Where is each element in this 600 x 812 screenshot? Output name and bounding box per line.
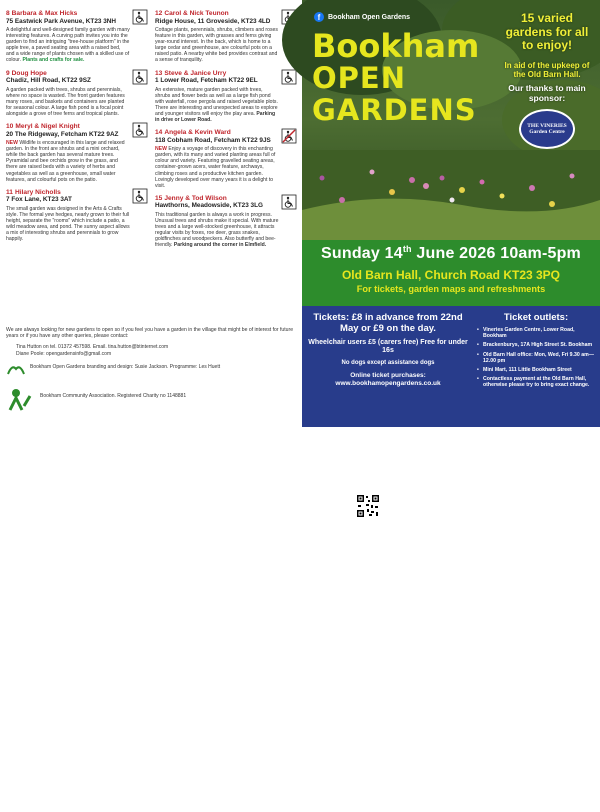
open-gardens-logo-icon xyxy=(6,362,26,376)
garden-15 xyxy=(155,195,297,249)
garden-address: 7 Fox Lane, KT23 3AT xyxy=(6,196,72,204)
garden-number: 11 xyxy=(6,188,13,196)
garden-description: Wildlife is encouraged in this large and relaxed garden. In the front are shrubs and a mini orchard, while the back garden has several mature trees. Pyramidal and bee orchids grow in the grass, and there are raised beds with a variety of herbs and vegetables as well as a greenhouse, small water features, and colourful pots on the patio. xyxy=(6,140,125,183)
supporters-text: Also supported by: DB Designs, Patrick Gardner & Co Estate Agents, Rohallion Security and Surex Surfacing Ltd. xyxy=(476,794,595,812)
promo-cause: In aid of the upkeep of the Old Barn Hall. xyxy=(504,60,590,80)
garden-note: Parking in drive or Lower Road. xyxy=(155,110,276,124)
event-venue: Old Barn Hall, Church Road KT23 3PQ xyxy=(341,268,561,282)
garden-14 xyxy=(155,129,297,189)
garden-address: Hawthorns, Meadowside, KT23 3LG xyxy=(155,202,263,210)
event-venue-note: For tickets, garden maps and refreshments xyxy=(356,284,546,294)
garden-number: 13 xyxy=(155,69,163,77)
garden-10 xyxy=(6,123,148,183)
charity-credit: Bookham Community Association. Registered Charity no 1148881 xyxy=(40,393,187,399)
facebook-link[interactable] xyxy=(314,12,410,22)
new-badge: NEW xyxy=(6,140,18,147)
outlet-item: • Old Barn Hall office: Mon, Wed, Fri 9.30 am—12.00 pm xyxy=(476,352,596,364)
garden-description: This traditional garden is always a work in progress. Unusual trees and shrubs make it special. With mature trees and a large well-stocked greenhouse, it attracts regular visits by foxes, roe deer, grass snakes, goldfinches and woodpeckers. Also butterfly and bee-friendly. xyxy=(155,211,279,249)
dogs-policy: No dogs except assistance dogs xyxy=(341,360,435,366)
contact-section xyxy=(6,327,298,357)
facebook-label: Bookham Open Gardens xyxy=(328,13,411,21)
cover-panel xyxy=(302,0,600,812)
title-line-1: Bookham xyxy=(312,27,480,65)
garden-12 xyxy=(155,10,297,64)
garden-address: Chadiz, Hill Road, KT22 9SZ xyxy=(6,77,91,85)
sponsor-logo-text: THE VINERIES Garden Centre xyxy=(527,122,567,135)
garden-address: 1 Lower Road, Fetcham KT22 9EL xyxy=(155,77,258,85)
garden-note: Parking around the corner in Elmfield. xyxy=(173,242,267,249)
wheelchair-icon xyxy=(133,10,147,24)
garden-owners: Barbara & Max Hicks xyxy=(11,10,78,17)
contact-email: Diane Poole: opengardensinfo@gmail.com xyxy=(16,350,112,357)
no-wheelchair-icon xyxy=(282,129,296,143)
garden-description: A garden packed with trees, shrubs and perennials, where no space is wasted. The front garden features many roses, and baskets and containers are planted for seasonal colour. A large fish pond is a focal point alongside a grove of tree ferns and tropical plants. xyxy=(6,86,125,117)
event-title xyxy=(312,27,480,127)
wheelchair-icon xyxy=(282,70,296,84)
outlets-list xyxy=(476,327,596,389)
design-credit: Bookham Open Gardens branding and design: Susie Jackson. Programme: Les Huett xyxy=(30,364,221,370)
garden-number: 15 xyxy=(155,194,163,202)
garden-description: Enjoy a voyage of discovery in this enchanting garden, with its many and varied planting areas full of colour and variety. Featuring gravelled seating areas, container-grown acers, water feature, archways, climbing roses and a productive kitchen garden. Lovingly developed over many years it is a delight to visit. xyxy=(155,146,276,189)
garden-description: An extensive, mature garden packed with trees, shrubs and flower beds as well as a large fish pond with waterfall, rose pergola and raised vegetable plots. There are interesting and unexpected areas to explore and younger visitors will enjoy the play area. xyxy=(155,86,278,117)
garden-description: Cottage plants, perennials, shrubs, climbers and roses feature in this garden, with grasses and ferns giving year-round interest. In the back, which is home to a large cedar and greenhouse, are colourful pots on a raised patio. A nearby white bed provides contrast and a sense of tranquility. xyxy=(155,27,278,64)
ticket-outlets xyxy=(476,312,596,392)
event-details-bar xyxy=(302,240,600,306)
ticket-price: Tickets: £8 in advance from 22nd May or £9 on the day. xyxy=(313,312,463,334)
garden-address: 118 Cobham Road, Fetcham KT22 9JS xyxy=(155,136,271,144)
wheelchair-icon xyxy=(133,123,147,137)
garden-owners: Jenny & Tod Wilson xyxy=(164,194,227,202)
outlets-heading: Ticket outlets: xyxy=(503,312,569,323)
outlet-item: • Contactless payment at the Old Barn Hall, otherwise please try to bring exact change. xyxy=(476,376,596,388)
garden-owners: Meryl & Nigel Knight xyxy=(15,123,80,131)
supporters-bar xyxy=(302,396,600,812)
qr-code-icon[interactable] xyxy=(354,492,382,520)
wheelchair-icon xyxy=(133,189,147,203)
facebook-icon: f xyxy=(314,12,324,22)
garden-number: 12 xyxy=(155,10,163,17)
tickets-section xyxy=(302,306,600,396)
garden-number: 8 xyxy=(6,10,10,17)
gardens-panel xyxy=(0,0,302,427)
garden-number: 9 xyxy=(6,69,10,77)
garden-description: A delightful and well-designed family garden with many interesting features. A curving path invites you into the garden to find an intriguing "tree-house platform" in the apple tree, a paved seating area with a raised bed, and a wide range of plants chosen with a skilled use of colour. xyxy=(6,27,130,64)
contact-list xyxy=(6,344,298,357)
garden-8 xyxy=(6,10,148,64)
contact-intro: We are always looking for new gardens to open so if you feel you have a garden in the village that might be of interest for future years or if you have any other queries, please contact: xyxy=(6,327,294,340)
garden-owners: Steve & Janice Urry xyxy=(164,69,227,77)
title-line-3: GARDENS xyxy=(312,93,477,127)
promo-sponsor-label: Our thanks to main sponsor: xyxy=(508,82,586,103)
outlet-item: • Brackenburys, 17A High Street St. Bookham xyxy=(476,342,596,348)
contact-phone-email: Tina Hutton on tel. 01372 457598. Email. tina.hutton@btinternet.com xyxy=(16,344,169,351)
garden-owners: Angela & Kevin Ward xyxy=(164,129,231,137)
promo-headline: 15 varied gardens for all to enjoy! xyxy=(505,11,589,52)
garden-description: The small garden was designed in the Arts & Crafts style. The formal yew hedges, nearly grown to their full height, separate the "rooms" which include a patio, a wild meadow area, and pond. The sunny aspect allows a mix of interesting shrubs and perennials to grow happily. xyxy=(6,205,130,243)
online-tickets-link[interactable]: Online ticket purchases: www.bookhamopengardens.co.uk xyxy=(335,372,441,387)
garden-address: 75 Eastwick Park Avenue, KT23 3NH xyxy=(6,17,116,25)
promo-block xyxy=(502,12,592,232)
ticket-concessions: Wheelchair users £5 (carers free) Free for under 16s xyxy=(308,339,468,354)
garden-owners: Hilary Nicholls xyxy=(14,188,61,196)
garden-13 xyxy=(155,70,297,124)
ticket-info xyxy=(308,312,468,388)
garden-column-left xyxy=(6,10,148,248)
garden-number: 10 xyxy=(6,123,14,131)
garden-note: Plants and crafts for sale. xyxy=(22,57,85,64)
wheelchair-icon xyxy=(133,70,147,84)
new-badge: NEW xyxy=(155,146,167,153)
garden-address: Ridge House, 11 Groveside, KT23 4LD xyxy=(155,17,271,25)
outlet-item: • Mini Mart, 111 Little Bookham Street xyxy=(476,367,596,373)
event-date: Sunday 14th June 2026 10am-5pm xyxy=(321,244,581,262)
sponsor-logo xyxy=(519,109,575,149)
community-association-logo-icon xyxy=(6,386,36,412)
garden-number: 14 xyxy=(155,129,163,137)
garden-9 xyxy=(6,70,148,117)
title-line-2: OPEN xyxy=(312,61,406,95)
outlet-item: • Vineries Garden Centre, Lower Road, Bookham xyxy=(476,327,596,339)
garden-owners: Carol & Nick Teunon xyxy=(164,10,229,17)
wheelchair-icon xyxy=(282,195,296,209)
garden-column-right xyxy=(155,10,297,254)
garden-owners: Doug Hope xyxy=(11,69,47,77)
garden-address: 20 The Ridgeway, Fetcham KT22 9AZ xyxy=(6,130,119,138)
garden-11 xyxy=(6,189,148,243)
